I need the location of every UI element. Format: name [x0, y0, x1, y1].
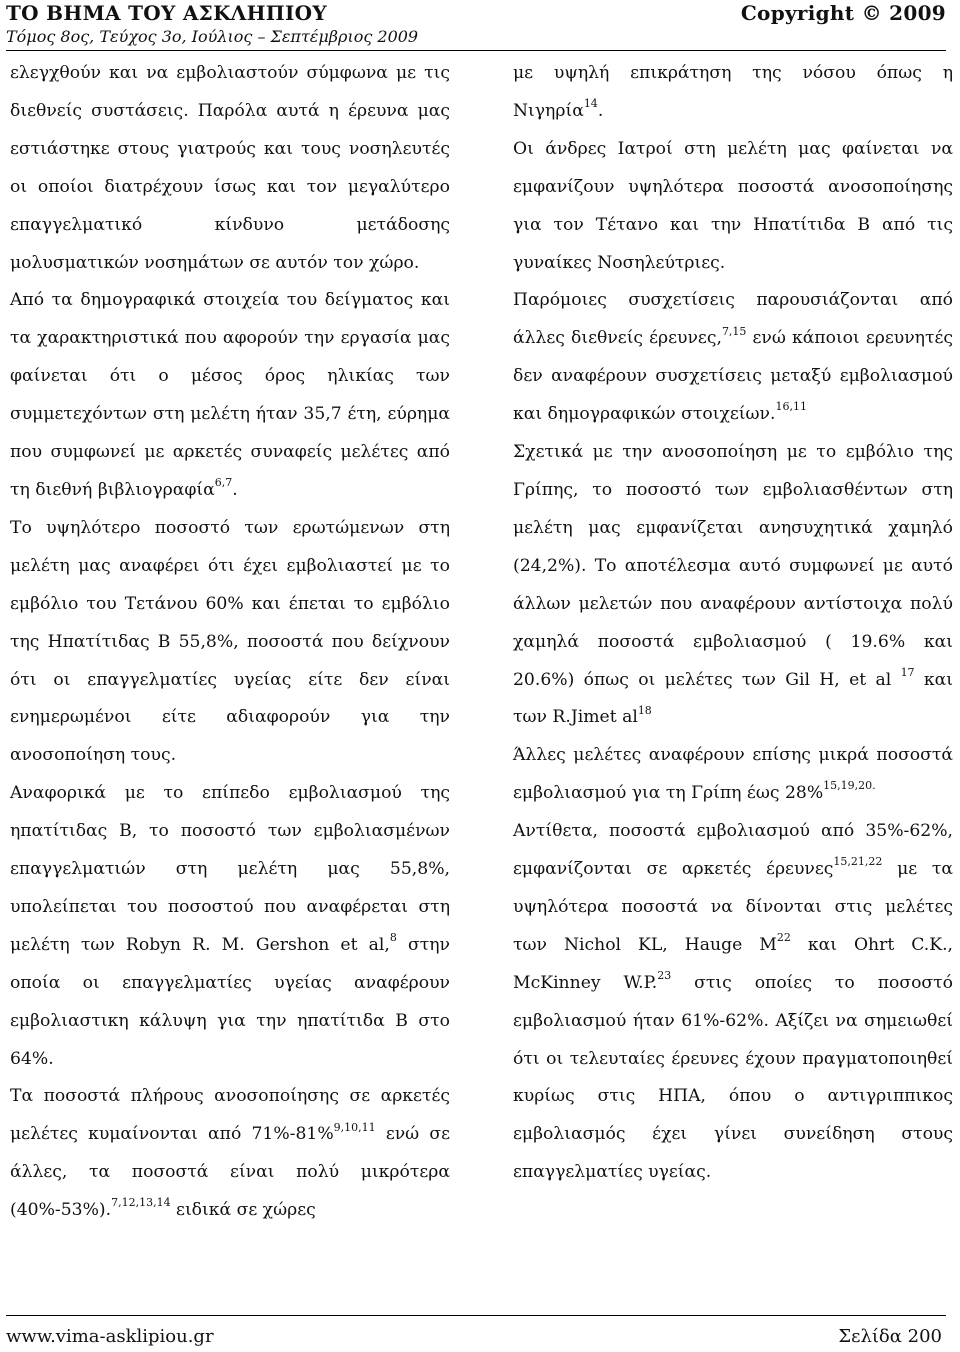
website-link[interactable]: www.vima-asklipiou.gr: [6, 1326, 214, 1347]
citation: 18: [637, 703, 652, 717]
paragraph: Τα ποσοστά πλήρους ανοσοποίησης σε αρκετές μελέτες κυμαίνονται από 71%-81%$^{9,10,11}$ ενώ σε άλλες, τα ποσοστά είναι πολύ μικρότερα (40%-53%).$^{7,12,13,14}$ ειδικά σε χώρες: [10, 1086, 450, 1221]
left-column: [10, 55, 450, 1230]
paragraph: Το υψηλότερο ποσοστό των ερωτώμενων στη μελέτη μας αναφέρει ότι έχει εμβολιαστεί με το εμβόλιο του Τετάνου 60% και έπεται το εμβόλιο της Ηπατίτιδας Β 55,8%, ποσοστά που δείχνουν ότι οι επαγγελματίες υγείας είτε δεν είναι ενημερωμένοι είτε αδιαφορούν για την ανοσοποίηση τους.: [10, 517, 450, 766]
journal-title: ΤΟ ΒΗΜΑ ΤΟΥ ΑΣΚΛΗΠΙΟΥ: [6, 1, 327, 25]
paragraph: με υψηλή επικράτηση της νόσου όπως η Νιγηρία$^{14}$.: [513, 63, 953, 121]
citation: 23: [657, 969, 672, 983]
paragraph: Αντίθετα, ποσοστά εμβολιασμού από 35%-62%, εμφανίζονται σε αρκετές έρευνες$^{15,21,22}$ με τα υψηλότερα ποσοστά να δίνονται στις μελέτες των Nichol KL, Hauge $M^{22}$ και Ohrt C.K., McKinney W.P.$^{23}$ στις οποίες το ποσοστό εμβολιασμού ήταν 61%-62%. Αξίζει να σημειωθεί ότι οι τελευταίες έρευνες έχουν πραγματοποιηθεί κυρίως στις ΗΠΑ, όπου ο αντιγριππικος εμβολιασμός έχει γίνει συνείδηση στους επαγγελματίες υγείας.: [513, 821, 954, 1183]
citation: 14: [583, 97, 598, 111]
paragraph: Από τα δημογραφικά στοιχεία του δείγματος και τα χαρακτηριστικά που αφορούν την εργασία μας φαίνεται ότι ο μέσος όρος ηλικίας των συμμετεχόντων στη μελέτη ήταν 35,7 έτη, εύρημα που συμφωνεί με αρκετές συναφείς μελέτες από τη διεθνή βιβλιογραφία$^{6,7}$.: [10, 290, 450, 500]
paragraph: ελεγχθούν και να εμβολιαστούν σύμφωνα με τις διεθνείς συστάσεις. Παρόλα αυτά η έρευνα μας εστιάστηκε στους γιατρούς και τους νοσηλευτές οι οποίοι διατρέχουν ίσως και τον μεγαλύτερο επαγγελματικό κίνδυνο μετάδοσης μολυσματικών νοσημάτων σε αυτόν τον χώρο.: [10, 63, 450, 273]
right-column: [513, 55, 953, 1192]
paragraph: Σχετικά με την ανοσοποίηση με το εμβόλιο της Γρίπης, το ποσοστό των εμβολιασθέντων στη μελέτη μας εμφανίζεται ανησυχητικά χαμηλό (24,2%). Το αποτέλεσμα αυτό συμφωνεί με αυτό άλλων μελετών που αναφέρουν αντίστοιχα πολύ χαμηλά ποσοστά εμβολιασμού ( 19.6% και 20.6%) όπως οι μελέτες των Gil H, et al $^{17}$ και των R.Jimet $al^{18}$: [513, 442, 953, 728]
page-footer: [6, 1315, 946, 1352]
citation: 7,15: [721, 324, 747, 338]
citation: 22: [776, 931, 791, 945]
page-number: Σελίδα 200: [838, 1326, 942, 1347]
citation: 9,10,11: [333, 1120, 376, 1134]
journal-issue: Τόμος 8ος, Τεύχος 3ο, Ιούλιος – Σεπτέμβριος 2009: [6, 27, 419, 46]
citation: 8: [389, 931, 397, 945]
copyright-notice: Copyright © 2009: [740, 1, 946, 25]
paragraph: Άλλες μελέτες αναφέρουν επίσης μικρά ποσοστά εμβολιασμού για τη Γρίπη έως 28%$^{15,19,20.}$: [513, 745, 953, 804]
citation: 7,12,13,14: [111, 1196, 171, 1210]
citation: 16,11: [775, 400, 807, 414]
citation: 6,7: [214, 476, 233, 490]
page-header: [6, 0, 946, 51]
citation: 15,19,20.: [823, 779, 876, 793]
paragraph: Παρόμοιες συσχετίσεις παρουσιάζονται από άλλες διεθνείς έρευνες,$^{7,15}$ ενώ κάποιοι ερευνητές δεν αναφέρουν συσχετίσεις μεταξύ εμβολιασμού και δημογραφικών στοιχείων.$^{16,11}$: [513, 290, 953, 425]
citation: 17: [900, 665, 915, 679]
paragraph: Οι άνδρες Ιατροί στη μελέτη μας φαίνεται να εμφανίζουν υψηλότερα ποσοστά ανοσοποίησης για τον Τέτανο και την Ηπατίτιδα Β από τις γυναίκες Νοσηλεύτριες.: [513, 138, 953, 273]
citation: 15,21,22: [833, 855, 883, 869]
paragraph: Αναφορικά με το επίπεδο εμβολιασμού της ηπατίτιδας Β, το ποσοστό των εμβολιασμένων επαγγελματιών στη μελέτη μας 55,8%, υπολείπεται του ποσοστού που αναφέρεται στη μελέτη των Robyn R. M. Gershon et al,$^8$ στην οποία οι επαγγελματίες υγείας αναφέρουν εμβολιαστικη κάλυψη για την ηπατίτιδα Β στο 64%.: [10, 783, 450, 1069]
